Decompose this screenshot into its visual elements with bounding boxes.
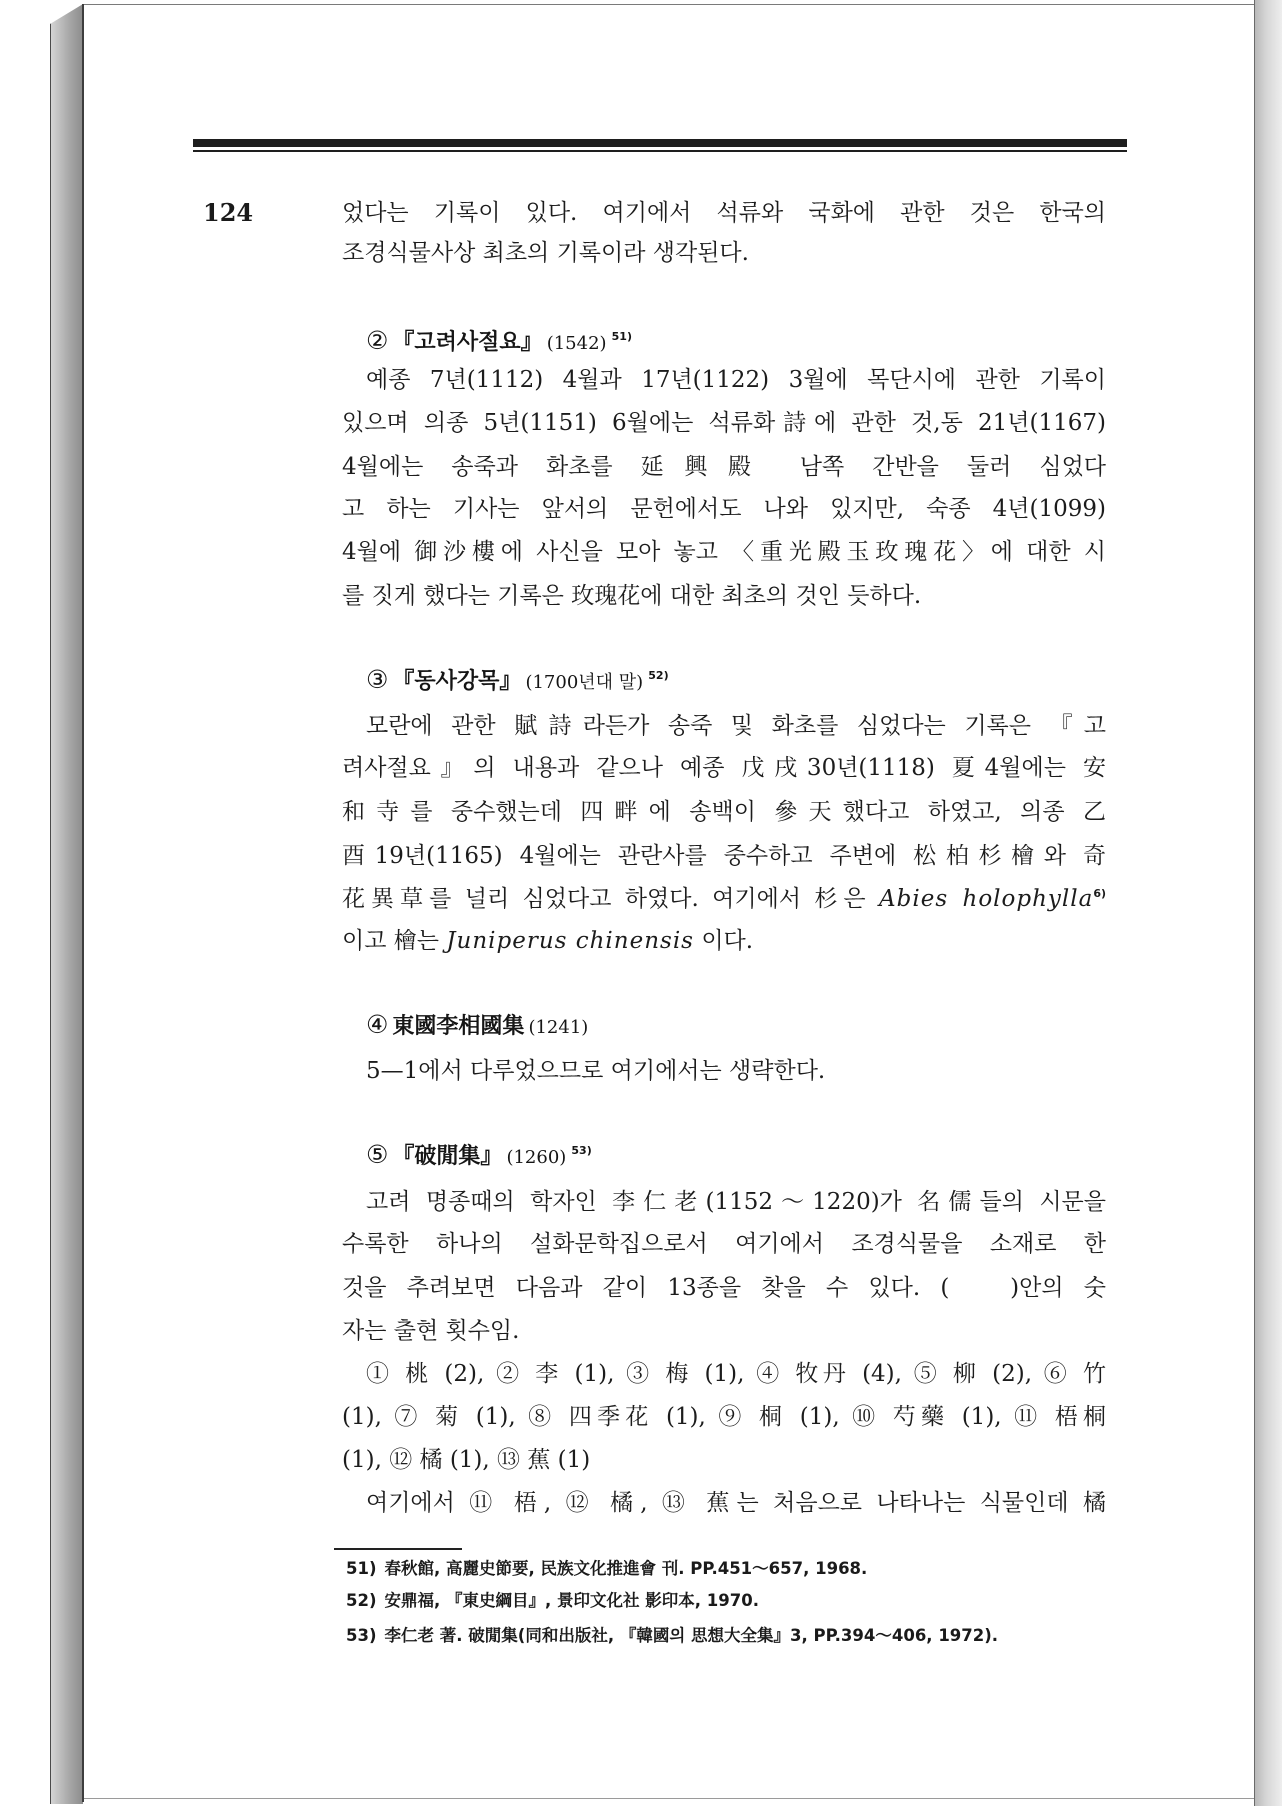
body-text-line: 4월에 御沙樓에 사신을 모아 놓고 〈重光殿玉玫瑰花〉에 대한 시 [342, 539, 1106, 565]
body-text-line: 고 하는 기사는 앞서의 문헌에서도 나와 있지만, 숙종 4년(1099) [342, 496, 1106, 522]
page-edge-top [84, 4, 1254, 5]
body-text-line: 모란에 관한 賦詩라든가 송죽 및 화초를 심었다는 기록은 『고 [366, 713, 1106, 739]
body-text-line: 있으며 의종 5년(1151) 6월에는 석류화詩에 관한 것,동 21년(1167) [342, 410, 1106, 436]
section-number: ② [366, 326, 389, 355]
footnote-number: 52) [346, 1591, 377, 1610]
footnote-ref: 6) [1093, 887, 1107, 900]
footnote-text: 安鼎福, 『東史綱目』, 景印文化社 影印本, 1970. [384, 1591, 759, 1610]
species-name: Abies holophylla [879, 886, 1094, 912]
page-edge-left-line [82, 4, 84, 1802]
page-number: 124 [203, 198, 254, 227]
plant-list-line: ① 桃 (2), ② 李 (1), ③ 梅 (1), ④ 牧丹 (4), ⑤ 柳 (2), ⑥ 竹 [366, 1361, 1106, 1387]
body-text-line: 4월에는 송죽과 화초를 延興殿 남쪽 간반을 둘러 심었다 [342, 454, 1106, 480]
plant-list-line: (1), ⑫ 橘 (1), ⑬ 蕉 (1) [342, 1447, 591, 1473]
body-text-line: 를 짓게 했다는 기록은 玫瑰花에 대한 최초의 것인 듯하다. [342, 583, 922, 609]
footnote-number: 51) [346, 1559, 377, 1578]
section-heading [366, 1139, 592, 1171]
section-year: (1260) [506, 1147, 567, 1168]
section-year: (1241) [528, 1017, 589, 1038]
body-text-line: 예종 7년(1112) 4월과 17년(1122) 3월에 목단시에 관한 기록이 [366, 367, 1106, 393]
section-number: ⑤ [366, 1140, 389, 1169]
body-text-line: 和寺를 중수했는데 四畔에 송백이 參天했다고 하였고, 의종 乙 [342, 799, 1106, 825]
section-title: 『破閒集』 [392, 1144, 503, 1169]
footnote-number: 53) [346, 1626, 377, 1645]
section-year: (1700년대 말) [525, 672, 644, 693]
page-edge-right [1254, 0, 1282, 1806]
body-text-line: 고려 명종때의 학자인 李仁老(1152～1220)가 名儒들의 시문을 [366, 1189, 1106, 1215]
body-text-line: 여기에서 ⑪ 梧, ⑫ 橘, ⑬ 蕉는 처음으로 나타나는 식물인데 橘 [366, 1490, 1106, 1516]
section-heading [366, 325, 632, 357]
footnote-53 [346, 1623, 1146, 1649]
section-year: (1542) [546, 333, 607, 354]
page-edge-bottom [84, 1798, 1254, 1799]
body-text-line: 었다는 기록이 있다. 여기에서 석류와 국화에 관한 것은 한국의 [342, 200, 1106, 226]
section-title: 『동사강목』 [392, 669, 522, 694]
body-text-line [342, 926, 1106, 956]
body-text-line: 것을 추려보면 다음과 같이 13종을 찾을 수 있다. ( )안의 숫 [342, 1275, 1106, 1301]
section-heading [366, 1009, 588, 1041]
section-number: ③ [366, 665, 389, 694]
footnote-51 [346, 1556, 1146, 1582]
footnote-text: 春秋館, 高麗史節要, 民族文化推進會 刊. PP.451～657, 1968. [384, 1559, 868, 1578]
section-heading [366, 664, 669, 696]
footnote-ref: 51) [611, 330, 632, 343]
section-number: ④ [366, 1010, 389, 1039]
header-rule-thick [193, 139, 1127, 147]
footnote-rule [334, 1548, 462, 1550]
header-rule-thin [193, 150, 1127, 152]
footnote-ref: 52) [648, 669, 669, 682]
body-text-line: 조경식물사상 최초의 기록이라 생각된다. [342, 240, 749, 266]
line-text: 花異草를 널리 심었다고 하였다. 여기에서 杉은 [342, 886, 866, 912]
species-name: Juniperus chinensis [446, 928, 694, 954]
page-edge-left [50, 4, 83, 1804]
section-title: 東國李相國集 [392, 1014, 525, 1039]
footnote-52 [346, 1588, 1146, 1614]
body-text-line: 酉19년(1165) 4월에는 관란사를 중수하고 주변에 松柏杉檜와 奇 [342, 843, 1106, 869]
plant-list-line: (1), ⑦ 菊 (1), ⑧ 四季花 (1), ⑨ 桐 (1), ⑩ 芍藥 (1), ⑪ 梧桐 [342, 1404, 1106, 1430]
footnote-ref: 53) [571, 1144, 592, 1157]
section-title: 『고려사절요』 [392, 330, 543, 355]
body-text-line: 5—1에서 다루었으므로 여기에서는 생략한다. [366, 1058, 826, 1084]
body-text-line: 려사절요』의 내용과 같으나 예종 戊戌30년(1118) 夏4월에는 安 [342, 755, 1106, 781]
body-text-line: 수록한 하나의 설화문학집으로서 여기에서 조경식물을 소재로 한 [342, 1231, 1106, 1257]
body-text-line [342, 884, 1106, 914]
line-text: 이다. [701, 928, 754, 954]
footnote-text: 李仁老 著. 破閒集(同和出版社, 『韓國의 思想大全集』3, PP.394～406, 1972). [384, 1626, 999, 1645]
body-text-line: 자는 출현 횟수임. [342, 1318, 520, 1344]
line-text: 이고 檜는 [342, 928, 439, 954]
